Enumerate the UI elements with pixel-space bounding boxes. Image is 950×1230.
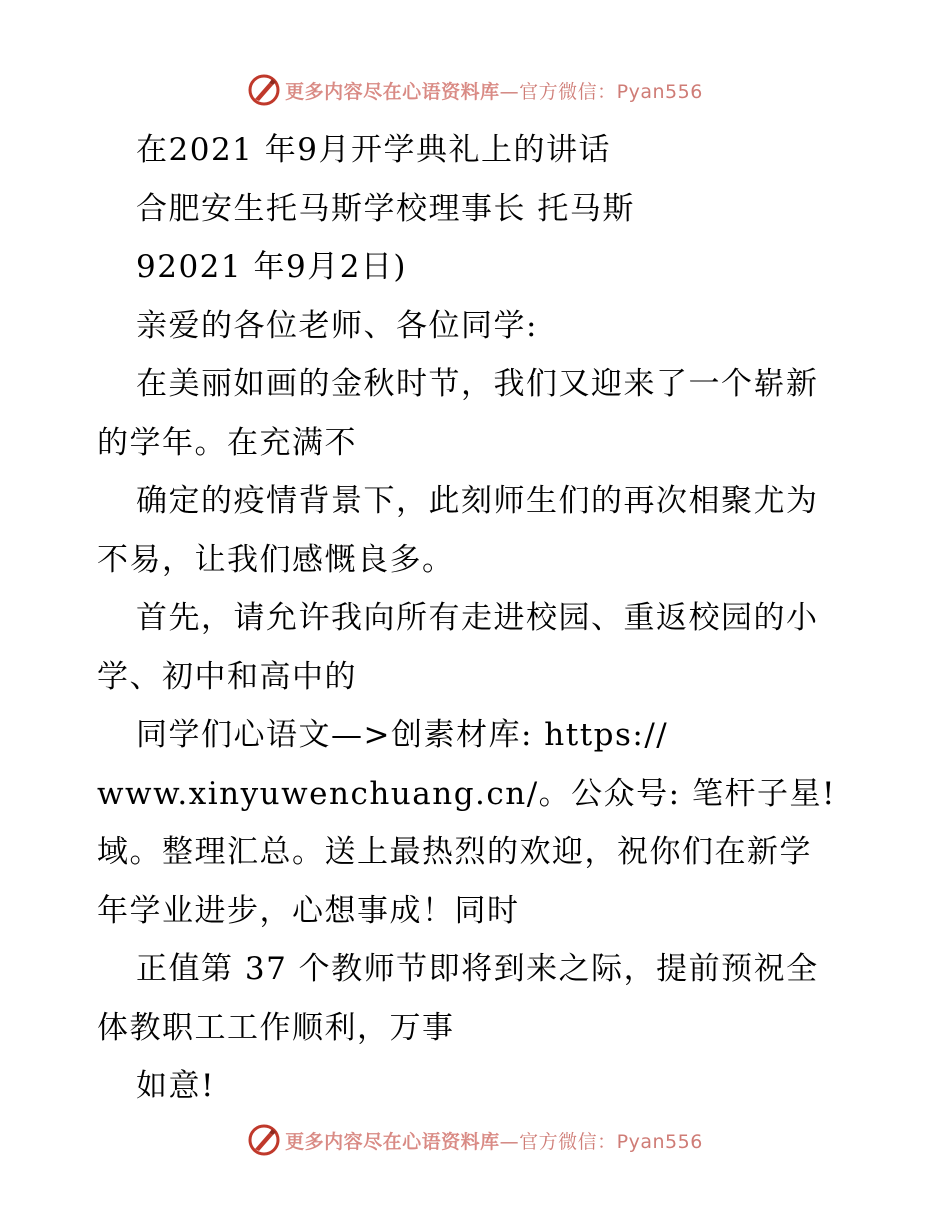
pen-logo-icon xyxy=(247,1123,281,1157)
text-line: 的学年。在充满不 xyxy=(97,424,357,461)
text-line: 正值第 37 个教师节即将到来之际，提前预祝全 xyxy=(136,951,819,987)
text-line: 域。整理汇总。送上最热烈的欢迎，祝你们在新学 xyxy=(97,834,812,870)
footer-banner-text xyxy=(285,1127,703,1154)
text-line: 同学们心语文—>创素材库: https:// xyxy=(136,717,669,753)
footer-banner-lead: 更多内容尽在心语资料库 xyxy=(285,1130,500,1153)
text-line: 亲爱的各位老师、各位同学: xyxy=(136,307,538,344)
text-line: 确定的疫情背景下，此刻师生们的再次相聚尤为 xyxy=(136,483,819,519)
text-line: 在2021 年9月开学典礼上的讲话 xyxy=(136,132,611,168)
text-line: 92021 年9月2日) xyxy=(136,249,408,285)
text-line: 学、初中和高中的 xyxy=(97,658,357,695)
footer-banner xyxy=(0,1120,950,1160)
text-line: 首先，请允许我向所有走进校园、重返校园的小 xyxy=(136,600,819,636)
text-line: www.xinyuwenchuang.cn/。公众号: 笔杆子星! xyxy=(97,775,836,812)
text-line: 不易，让我们感慨良多。 xyxy=(97,541,455,578)
header-banner-lead: 更多内容尽在心语资料库 xyxy=(285,80,500,103)
text-line: 体教职工工作顺利，万事 xyxy=(97,1009,455,1046)
text-line: 合肥安生托马斯学校理事长 托马斯 xyxy=(136,190,635,227)
header-banner-tail: —官方微信：Pyan556 xyxy=(499,80,703,103)
footer-banner-tail: —官方微信：Pyan556 xyxy=(499,1130,703,1153)
text-line: 年学业进步，心想事成！同时 xyxy=(97,892,520,929)
text-line: 如意! xyxy=(136,1068,215,1104)
text-line: 在美丽如画的金秋时节，我们又迎来了一个崭新 xyxy=(136,366,819,402)
